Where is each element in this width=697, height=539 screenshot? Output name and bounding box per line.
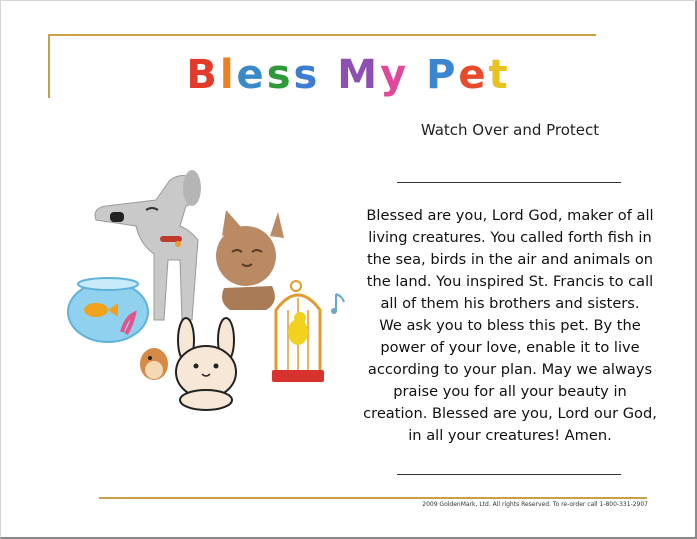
signature-line-bottom <box>397 474 621 475</box>
prayer-line: all of them his brothers and sisters. <box>380 295 640 312</box>
pets-illustration <box>60 160 360 445</box>
prayer-line: creation. Blessed are you, Lord our God, <box>363 405 657 422</box>
subtitle: Watch Over and Protect <box>420 121 600 139</box>
title-letter: l <box>219 52 237 98</box>
prayer-line: the land. You inspired St. Francis to call <box>366 273 654 290</box>
cat-icon <box>216 210 284 310</box>
music-note-icon <box>331 294 344 314</box>
title-letter: M <box>337 52 381 98</box>
title-letter <box>409 52 426 98</box>
prayer-line: in all your creatures! Amen. <box>408 427 612 444</box>
page-title <box>0 52 697 98</box>
signature-line-top <box>397 182 621 183</box>
prayer-line: power of your love, enable it to live <box>380 339 640 356</box>
title-letter: y <box>380 52 410 98</box>
top-decorative-rule <box>48 34 596 36</box>
prayer-line: Blessed are you, Lord God, maker of all <box>366 207 654 224</box>
hamster-icon <box>140 348 168 380</box>
prayer-line: praise you for all your beauty in <box>393 383 627 400</box>
copyright-notice: 2009 GoldenMark, Ltd. All rights Reserved. To re-order call 1-800-331-2907 <box>422 501 648 508</box>
prayer-text <box>360 205 660 447</box>
title-letter: s <box>266 52 294 98</box>
birdcage-icon <box>272 281 324 382</box>
bunny-icon <box>176 318 236 410</box>
title-letter <box>320 52 337 98</box>
title-letter: t <box>488 52 511 98</box>
prayer-line: the sea, birds in the air and animals on <box>366 251 654 268</box>
title-letter: s <box>293 52 321 98</box>
prayer-line: We ask you to bless this pet. By the <box>379 317 641 334</box>
title-letter: P <box>426 52 459 98</box>
prayer-line: living creatures. You called forth fish in <box>368 229 652 246</box>
fishbowl-icon <box>68 278 148 342</box>
title-letter: B <box>186 52 220 98</box>
bottom-decorative-rule <box>99 497 647 499</box>
title-letter: e <box>236 52 267 98</box>
title-letter: e <box>458 52 489 98</box>
prayer-line: according to your plan. May we always <box>367 361 653 378</box>
